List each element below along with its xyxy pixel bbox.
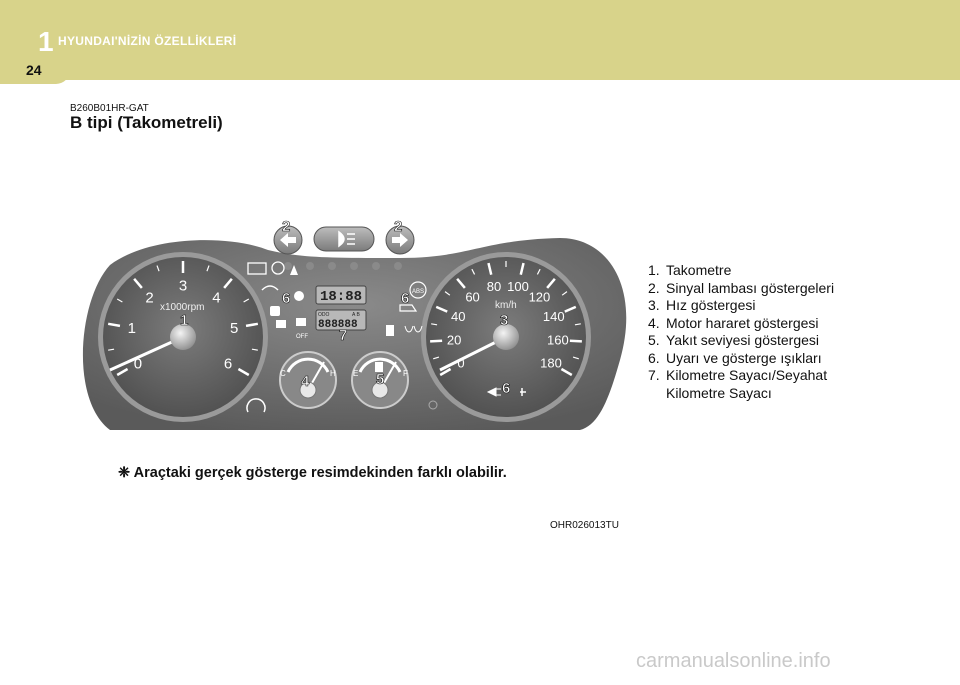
- section-code: B260B01HR-GAT: [70, 103, 149, 114]
- legend-item: [648, 367, 856, 402]
- tick-label: 100: [507, 278, 529, 294]
- tick-label: 0: [133, 355, 143, 373]
- watermark: carmanualsonline.info: [636, 650, 831, 672]
- callout-2-right: 2: [394, 218, 403, 235]
- callout-1: 1: [180, 312, 189, 329]
- tick-label: 160: [547, 332, 569, 348]
- callout-2-left: 2: [282, 218, 291, 235]
- legend-item: [648, 332, 856, 350]
- callout-6-bottom: 6: [502, 380, 511, 397]
- legend-text: Takometre: [666, 262, 732, 278]
- tick-label: 4: [212, 289, 221, 307]
- tick-mark: [430, 341, 442, 342]
- low-fuel-icon: [386, 325, 394, 336]
- tick-label: 40: [451, 308, 466, 324]
- fuel-empty-label: E: [353, 369, 359, 378]
- seatbelt-icon: [294, 291, 304, 301]
- tick-mark: [570, 341, 582, 342]
- tick-label: 20: [446, 332, 462, 348]
- mode-button: [429, 401, 437, 409]
- tick-label: 1: [127, 320, 136, 338]
- traction-icon: [276, 320, 286, 328]
- tick-label: 3: [178, 277, 188, 295]
- legend-list: [648, 262, 856, 402]
- legend-number: 1.: [648, 262, 660, 278]
- callout-3: 3: [500, 312, 509, 329]
- tick-label: 140: [542, 308, 565, 324]
- tachometer: [98, 252, 268, 422]
- tick-label: 180: [540, 355, 562, 371]
- legend-item: [648, 262, 856, 280]
- legend-text: Uyarı ve gösterge ışıkları: [666, 349, 822, 366]
- clock-digits: 18:88: [320, 289, 363, 305]
- legend-number: 2.: [648, 279, 660, 296]
- callout-5: 5: [376, 371, 385, 388]
- disclaimer-note: ❈ Araçtaki gerçek gösterge resimdekinden farklı olabilir.: [118, 465, 507, 481]
- odo-label: ODO: [318, 312, 330, 318]
- callout-4: 4: [301, 373, 310, 390]
- callout-6-left: 6: [282, 290, 291, 307]
- trip-label: A B: [352, 312, 360, 318]
- odometer-digits: 888888: [318, 319, 358, 331]
- tick-label: 2: [145, 289, 154, 307]
- high-beam-icon: [339, 232, 355, 246]
- legend-number: 6.: [648, 349, 660, 366]
- tick-label: 60: [465, 289, 480, 305]
- turn-signal-pod: [274, 226, 414, 254]
- legend-item: [648, 280, 856, 298]
- tach-unit: x1000rpm: [160, 302, 205, 313]
- legend-number: 3.: [648, 297, 660, 313]
- section-title: B tipi (Takometreli): [70, 113, 223, 132]
- legend-text: Kilometre Sayacı/Seyahat Kilometre Sayacı: [666, 367, 828, 401]
- chapter-number: 1: [38, 26, 54, 57]
- legend-item: [648, 315, 856, 333]
- abs-label: ABS: [412, 289, 425, 295]
- off-label: OFF: [296, 334, 308, 340]
- callout-7: 7: [339, 327, 348, 344]
- legend-text: Hız göstergesi: [666, 297, 756, 313]
- legend-number: 7.: [648, 367, 660, 383]
- esp-off-icon: [296, 318, 306, 326]
- temp-cold-label: C: [280, 369, 286, 378]
- tick-label: 5: [230, 320, 239, 338]
- tick-label: 6: [223, 355, 233, 373]
- legend-number: 4.: [648, 314, 660, 331]
- legend-item: [648, 297, 856, 315]
- tick-label: 0: [457, 355, 465, 371]
- legend-text: Sinyal lambası göstergeleri: [666, 279, 835, 296]
- callout-6-right: 6: [401, 290, 410, 307]
- chapter-title: HYUNDAI'NİZİN ÖZELLİKLERİ: [58, 34, 237, 48]
- page-number: 24: [26, 62, 42, 78]
- door-open-icon: [270, 306, 280, 316]
- fuel-full-label: F: [403, 369, 408, 378]
- tick-label: 120: [528, 289, 551, 305]
- temp-hot-label: H: [330, 369, 336, 378]
- legend-item: [648, 350, 856, 368]
- speed-unit: km/h: [495, 300, 517, 311]
- legend-text: Yakıt seviyesi göstergesi: [666, 332, 820, 348]
- legend-number: 5.: [648, 332, 660, 348]
- tick-label: 80: [486, 278, 502, 294]
- legend-text: Motor hararet göstergesi: [666, 314, 819, 331]
- image-code: OHR026013TU: [550, 520, 619, 531]
